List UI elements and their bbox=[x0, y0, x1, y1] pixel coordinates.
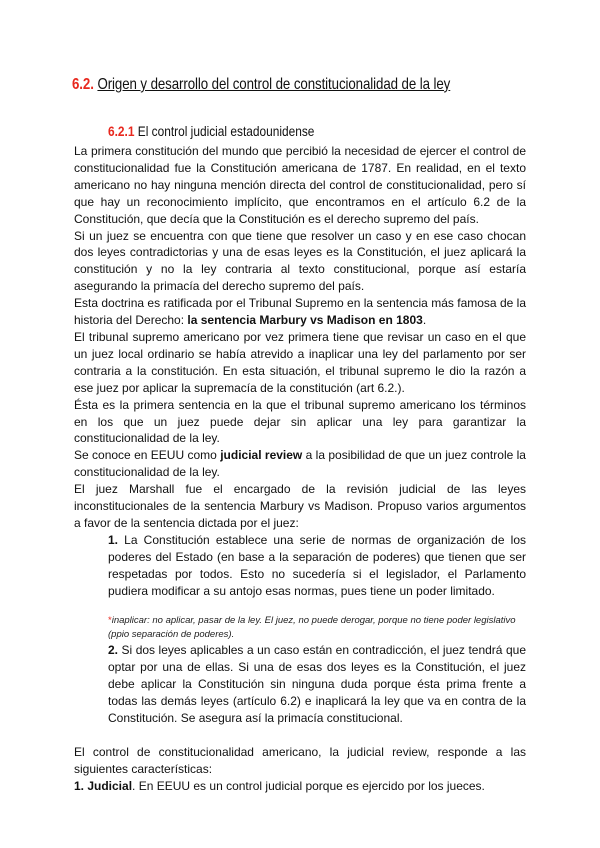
body-text bbox=[74, 143, 526, 795]
marbury-emphasis: la sentencia Marbury vs Madison en 1803 bbox=[187, 313, 423, 328]
characteristic-label: 1. Judicial bbox=[74, 778, 133, 793]
section-title: Origen y desarrollo del control de constitucionalidad de la ley bbox=[97, 76, 451, 93]
footnote-text: inaplicar: no aplicar, pasar de la ley. El juez, no puede derogar, porque no tiene poder legislativo (ppio separación de poderes). bbox=[108, 615, 516, 641]
asterisk-mark: * bbox=[108, 615, 112, 627]
paragraph-8: El control de constitucionalidad americano, la judicial review, responde a las siguientes características: bbox=[74, 745, 526, 776]
footnote-inaplicar bbox=[108, 614, 526, 642]
section-heading-6-2 bbox=[72, 76, 450, 94]
subsection-heading-6-2-1 bbox=[108, 123, 314, 139]
paragraph-5: Ésta es la primera sentencia en la que el tribunal supremo americano los términos en los que un juez puede dejar sin aplicar una ley para garantizar la constitucionalidad de la ley. bbox=[74, 397, 526, 446]
paragraph-7: El juez Marshall fue el encargado de la revisión judicial de las leyes inconstitucionales de la sentencia Marbury vs Madison. Propuso varios argumentos a favor de la sentencia dictada por el juez: bbox=[74, 482, 526, 530]
characteristic-1 bbox=[74, 778, 526, 795]
paragraph-4: El tribunal supremo americano por vez primera tiene que revisar un caso en el que un juez local ordinario se había atrevido a inaplicar una ley del parlamento por ser contraria a la constitución. En esta situación, el tribunal supremo le dio la razón a ese juez por aplicar la supremacía de la constitución (art 6.2.). bbox=[74, 329, 526, 395]
paragraph-2: Si un juez se encuentra con que tiene que resolver un caso y en ese caso chocan dos leyes contradictorias y una de esas leyes es la Constitución, el juez aplicará la constitución y no la ley contraria al texto constitucional, porque así estaría asegurando la primacía del derecho supremo del país. bbox=[74, 228, 526, 294]
paragraph-1: La primera constitución del mundo que percibió la necesidad de ejercer el control de constitucionalidad fue la Constitución americana de 1787. En realidad, en el texto americano no hay ninguna mención directa del control de constitucionalidad, pero sí que hay un reconocimiento implícito, que encontramos en el artículo 6.2 de la Constitución, que decía que la Constitución es el derecho supremo del país. bbox=[74, 144, 526, 226]
argument-text: La Constitución establece una serie de normas de organización de los poderes del Estado (en base a la separación de poderes) que tienen que ser respetadas por todos. Esto no sucedería si el legislador, el Parlamento pudiera modificar a su antojo esas normas, pues tiene un poder limitado. bbox=[108, 532, 526, 598]
subsection-title: El control judicial estadounidense bbox=[137, 123, 315, 139]
argument-number: 1. bbox=[108, 532, 119, 547]
subsection-number: 6.2.1 bbox=[108, 123, 135, 139]
argument-2 bbox=[108, 642, 526, 727]
paragraph-3: Esta doctrina es ratificada por el Tribunal Supremo en la sentencia más famosa de la historia del Derecho: la sentencia Marbury vs Madison en 1803. bbox=[74, 296, 526, 328]
argument-text: Si dos leyes aplicables a un caso están en contradicción, el juez tendrá que optar por una de ellas. Si una de esas dos leyes es la Constitución, el juez debe aplicar la Constitución sin ninguna duda porque ésta prima frente a todas las demás leyes (artículo 6.2) e inaplicará la ley que va en contra de la Constitución. Se asegura así la primacía constitucional. bbox=[108, 643, 526, 726]
argument-number: 2. bbox=[108, 643, 119, 658]
section-number: 6.2. bbox=[72, 76, 94, 93]
paragraph-6: Se conoce en EEUU como judicial review a la posibilidad de que un juez controle la constitucionalidad de la ley. bbox=[74, 448, 526, 480]
judicial-review-term: judicial review bbox=[220, 448, 303, 463]
argument-1 bbox=[108, 532, 526, 600]
characteristic-text: . En EEUU es un control judicial porque es ejercido por los jueces. bbox=[132, 778, 485, 793]
